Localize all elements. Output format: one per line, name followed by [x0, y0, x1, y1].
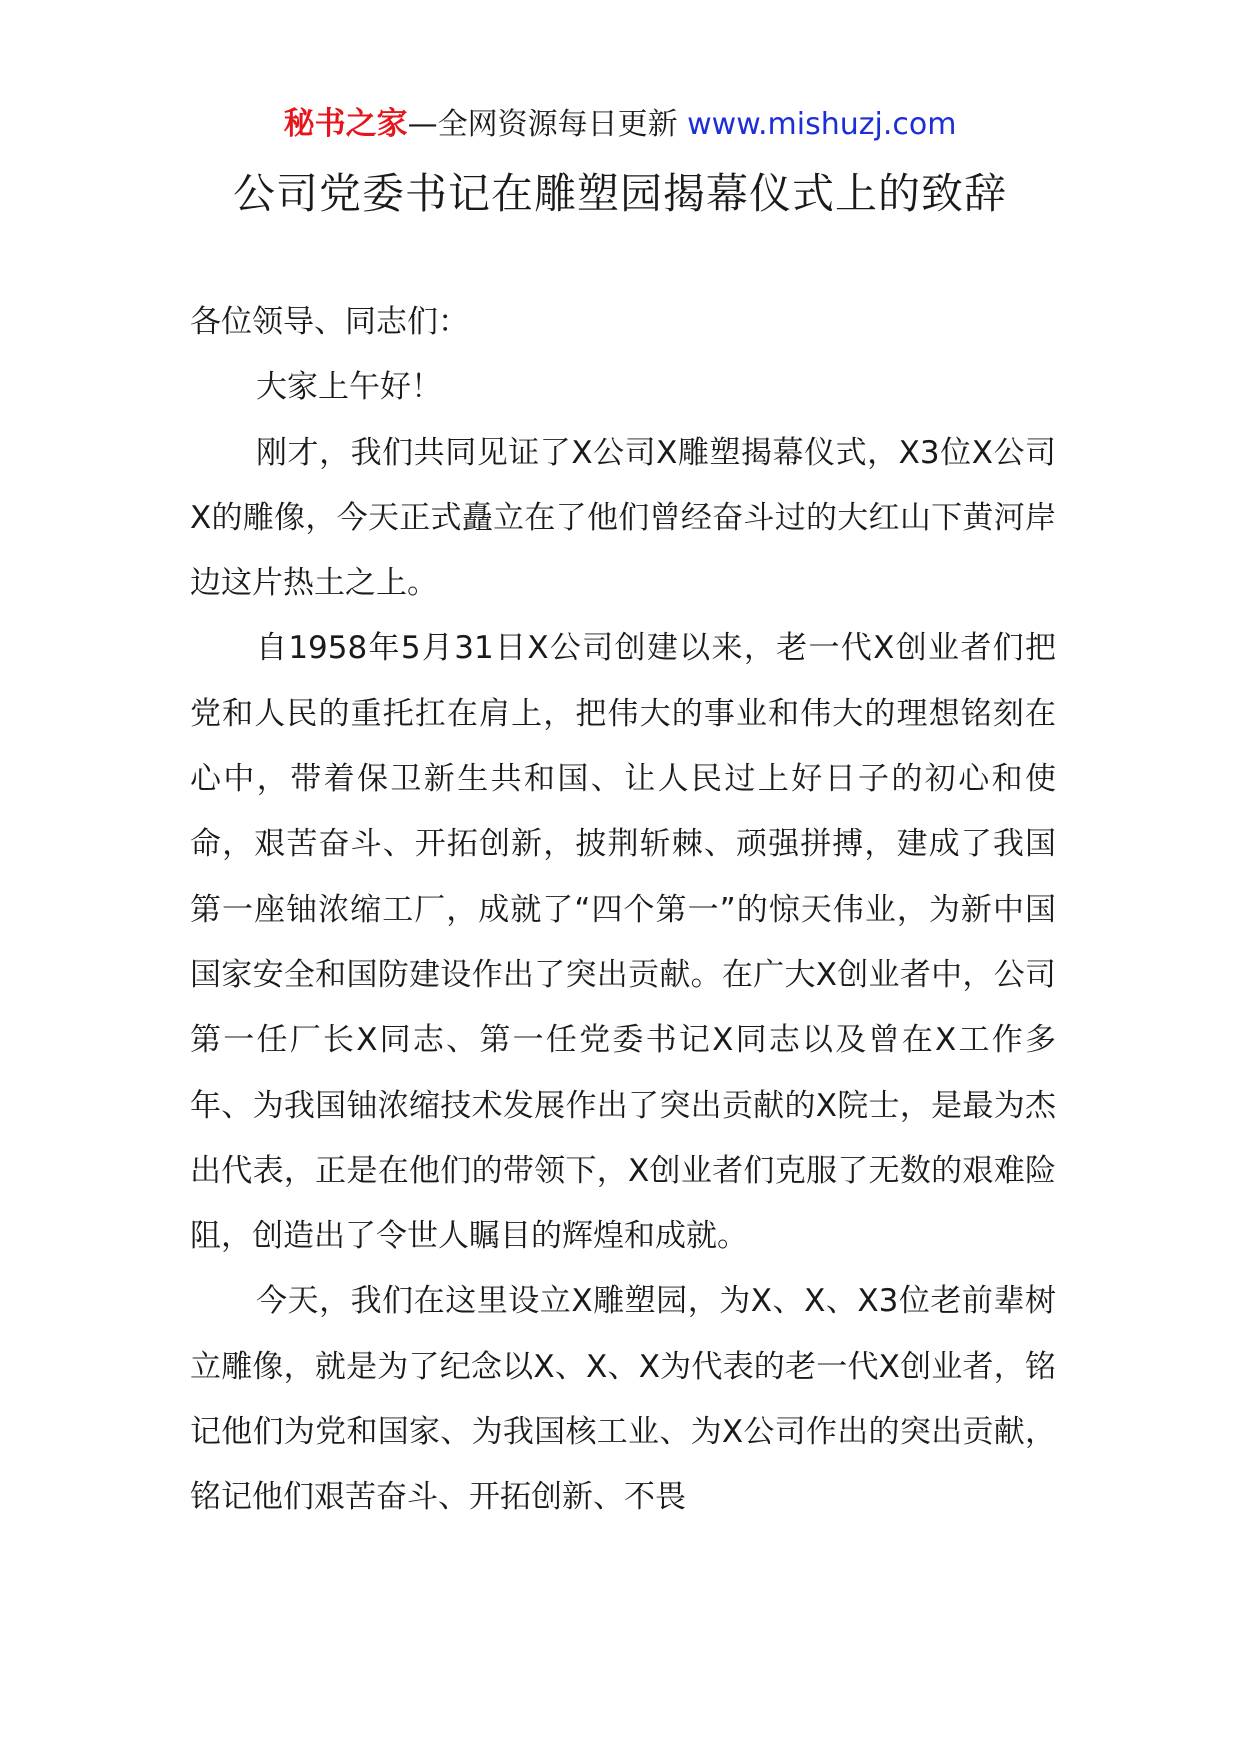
site-header [0, 104, 1240, 145]
salutation: 各位领导、同志们： [190, 304, 469, 340]
header-tagline: —全网资源每日更新 [407, 107, 688, 142]
paragraph-greeting: 大家上午好！ [256, 369, 442, 406]
paragraph-ceremony: 刚才，我们共同见证了X公司X雕塑揭幕仪式，X3位X公司X的雕像，今天正式矗立在了他们曾经奋斗过的大红山下黄河岸边这片热土之上。 [190, 434, 1056, 602]
document-body [190, 290, 1056, 1531]
site-url-link[interactable]: www.mishuzj.com [687, 107, 957, 142]
paragraph-history: 自1958年5月31日X公司创建以来，老一代X创业者们把党和人民的重托扛在肩上，把伟大的事业和伟大的理想铭刻在心中，带着保卫新生共和国、让人民过上好日子的初心和使命，艰苦奋斗、开拓创新，披荆斩棘、顽强拼搏，建成了我国第一座铀浓缩工厂，成就了“四个第一”的惊天伟业，为新中国国家安全和国防建设作出了突出贡献。在广大X创业者中，公司第一任厂长X同志、第一任党委书记X同志以及曾在X工作多年、为我国铀浓缩技术发展作出了突出贡献的X院士，是最为杰出代表，正是在他们的带领下，X创业者们克服了无数的艰难险阻，创造出了令世人瞩目的辉煌和成就。 [190, 630, 1056, 1255]
document-title: 公司党委书记在雕塑园揭幕仪式上的致辞 [232, 169, 1007, 218]
paragraph-purpose: 今天，我们在这里设立X雕塑园，为X、X、X3位老前辈树立雕像，就是为了纪念以X、X、X为代表的老一代X创业者，铭记他们为党和国家、为我国核工业、为X公司作出的突出贡献，铭记他们艰苦奋斗、开拓创新、不畏 [190, 1283, 1056, 1516]
brand-name: 秘书之家 [283, 106, 408, 142]
